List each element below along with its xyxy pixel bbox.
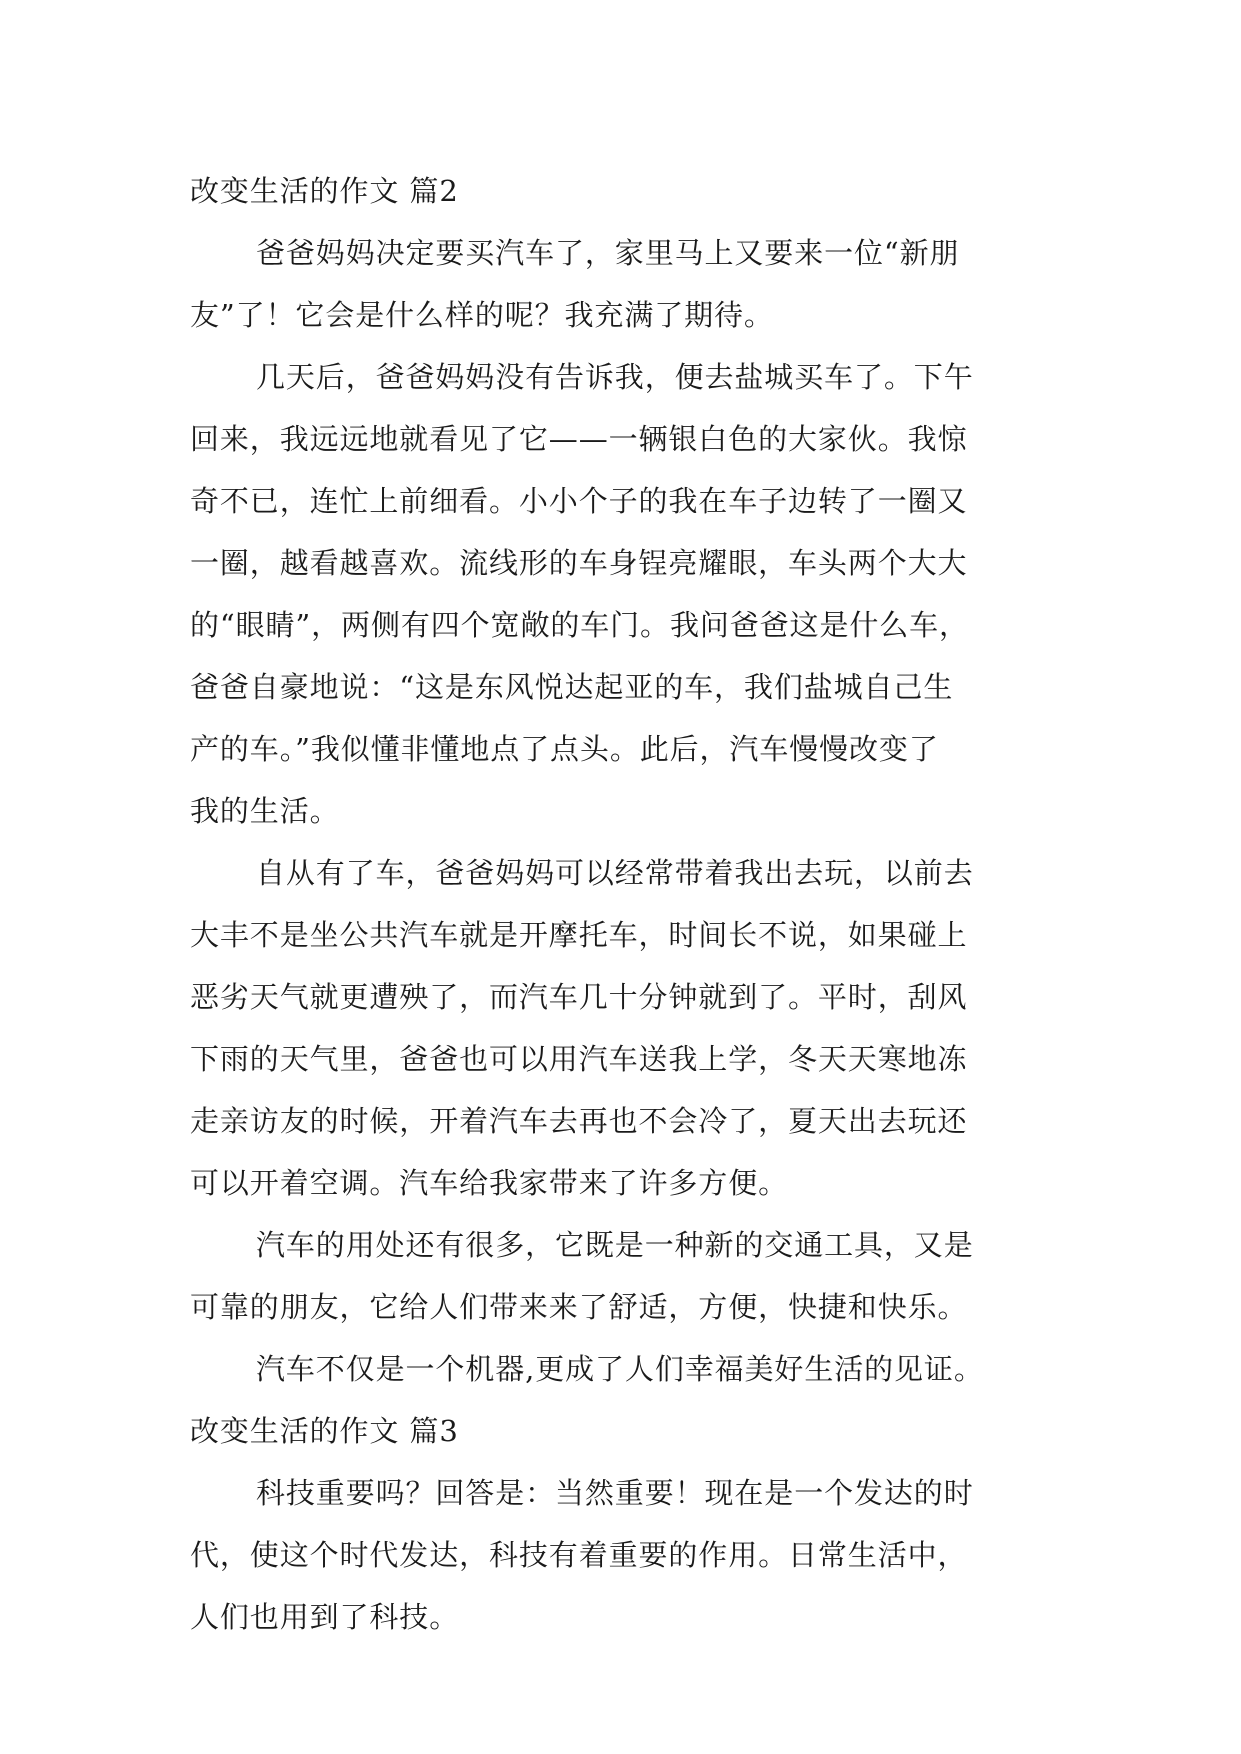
text-line: 奇不已，连忙上前细看。小小个子的我在车子边转了一圈又 (190, 484, 968, 518)
paragraph-2 (190, 346, 1060, 842)
text-line: 友”了！它会是什么样的呢？我充满了期待。 (190, 298, 774, 332)
paragraph-5 (190, 1338, 1060, 1400)
text-line: 回来，我远远地就看见了它——一辆银白色的大家伙。我惊 (190, 422, 968, 456)
text-line: 恶劣天气就更遭殃了，而汽车几十分钟就到了。平时，刮风 (190, 980, 968, 1014)
text-line: 产的车。”我似懂非懂地点了点头。此后，汽车慢慢改变了 (190, 732, 939, 766)
text-line: 一圈，越看越喜欢。流线形的车身锃亮耀眼，车头两个大大 (190, 546, 968, 580)
text-line: 可以开着空调。汽车给我家带来了许多方便。 (190, 1166, 789, 1200)
text-line: 爸爸妈妈决定要买汽车了，家里马上又要来一位“新朋 (256, 236, 960, 270)
text-line: 汽车的用处还有很多，它既是一种新的交通工具，又是 (256, 1228, 974, 1262)
paragraph-1 (190, 222, 1060, 346)
text-line: 几天后，爸爸妈妈没有告诉我，便去盐城买车了。下午 (256, 360, 974, 394)
paragraph-6 (190, 1462, 1060, 1648)
text-line: 可靠的朋友，它给人们带来来了舒适，方便，快捷和快乐。 (190, 1290, 968, 1324)
paragraph-3 (190, 842, 1060, 1214)
text-line: 人们也用到了科技。 (190, 1600, 460, 1634)
text-line: 我的生活。 (190, 794, 340, 828)
text-line: 代，使这个时代发达，科技有着重要的作用。日常生活中， (190, 1538, 968, 1572)
text-line: 汽车不仅是一个机器,更成了人们幸福美好生活的见证。 (256, 1352, 984, 1386)
text-line: 走亲访友的时候，开着汽车去再也不会冷了，夏天出去玩还 (190, 1104, 968, 1138)
section-heading-3: 改变生活的作文 篇3 (190, 1414, 459, 1448)
section-heading-2: 改变生活的作文 篇2 (190, 174, 459, 208)
text-line: 科技重要吗？回答是：当然重要！现在是一个发达的时 (256, 1476, 974, 1510)
document-body (190, 160, 1060, 1648)
text-line: 下雨的天气里，爸爸也可以用汽车送我上学，冬天天寒地冻 (190, 1042, 968, 1076)
paragraph-4 (190, 1214, 1060, 1338)
text-line: 爸爸自豪地说：“这是东风悦达起亚的车，我们盐城自己生 (190, 670, 954, 704)
text-line: 的“眼睛”，两侧有四个宽敞的车门。我问爸爸这是什么车， (190, 608, 969, 642)
text-line: 大丰不是坐公共汽车就是开摩托车，时间长不说，如果碰上 (190, 918, 968, 952)
text-line: 自从有了车，爸爸妈妈可以经常带着我出去玩，以前去 (256, 856, 974, 890)
